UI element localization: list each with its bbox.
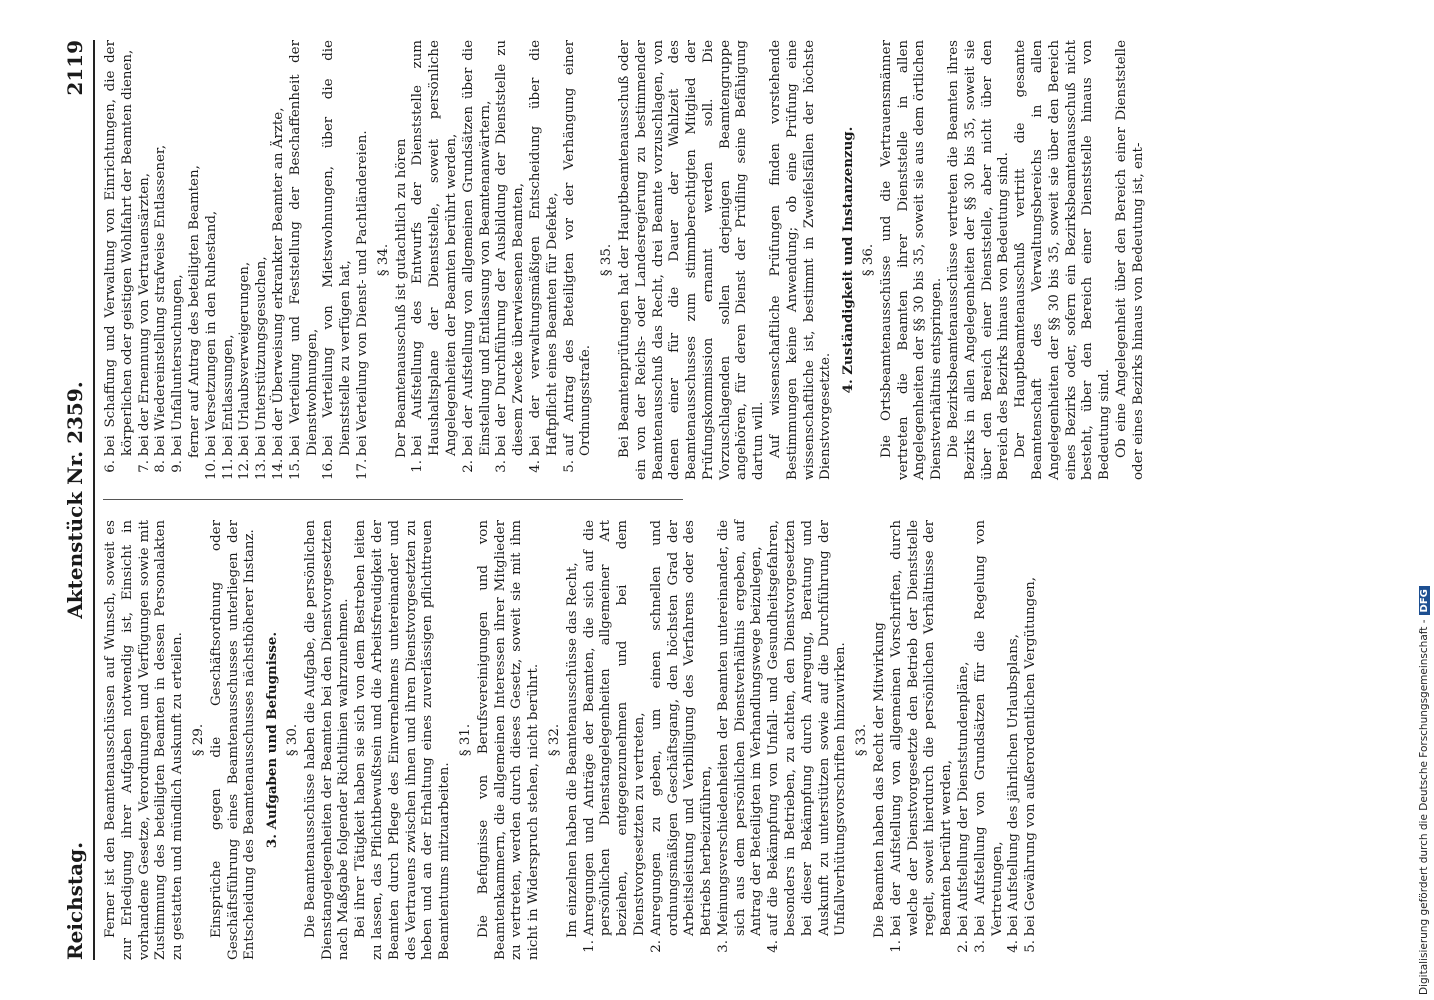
numbered-list xyxy=(889,520,1040,960)
list-item: 8. bei Wiedereinstellung strafweise Entlassener, xyxy=(153,144,169,473)
header-rule xyxy=(93,40,95,960)
paragraph: Ferner ist den Beamtenausschüssen auf Wunsch, soweit es zur Erledigung ihrer Aufgaben notwendig ist, Einsicht in vorhandene Gesetze, Verordnungen und Verfügungen sowie mit Zustimmung des beteiligten Beamten in dessen Personalakten zu gestatten und mündlich Auskunft zu erteilen. xyxy=(103,520,186,960)
list-item: 14. bei der Überweisung erkrankter Beamter an Ärzte, xyxy=(270,107,286,480)
list-item: 2. Anregungen zu geben, um einen schnellen und ordnungsmäßigen Geschäftsgang, den höchsten Grad der Arbeitsleistung und Verbilligung des Verfahrens oder des Betriebs herbeizuführen, xyxy=(648,520,715,953)
paragraph: Der Hauptbeamtenausschuß vertritt die gesamte Beamtenschaft des Verwaltungsbereichs in allen Angelegenheiten der §§ 30 bis 35, soweit sie über den Bereich eines Bezirks oder, sofern ein Bezirksbeamtenausschuß nicht besteht, über den Bereich einer Dienststelle hinaus von Bedeutung sind. xyxy=(1013,40,1113,480)
paragraph: Die Ortsbeamtenausschüsse und die Vertrauensmänner vertreten die Beamten ihrer Dienststelle in allen Angelegenheiten der §§ 30 bis 35, soweit sie aus dem örtlichen Dienstverhältnis entspringen. xyxy=(878,40,945,480)
section-heading: § 36. xyxy=(861,243,877,277)
list-item: 12. bei Urlaubsverweigerungen, xyxy=(237,261,253,480)
list-item: 2. bei Aufstellung der Dienststundenpläne, xyxy=(956,661,972,953)
list-item: 15. bei Verteilung und Feststellung der Beschaffenheit der Dienstwohnungen, xyxy=(287,40,320,480)
list-item: 11. bei Entlassungen, xyxy=(220,334,236,480)
list-item: 7. bei der Ernennung von Vertrauensärzten, xyxy=(136,173,152,473)
paragraph: Im einzelnen haben die Beamtenausschüsse das Recht, xyxy=(564,562,580,938)
section-heading: § 30. xyxy=(284,723,300,757)
numbered-list xyxy=(103,40,187,480)
list-item: 16. bei Verteilung von Mietswohnungen, über die die Dienststelle zu verfügen hat, xyxy=(321,40,354,480)
numbered-list xyxy=(582,520,851,960)
list-item: 3. bei Aufstellung von Grundsätzen für die Regelung von Vertretungen, xyxy=(972,520,1005,953)
section-heading: § 34. xyxy=(375,243,391,277)
chapter-heading: 3. Aufgaben und Befugnisse. xyxy=(264,631,281,849)
chapter-heading: 4. Zuständigkeit und Instanzenzug. xyxy=(840,126,857,394)
paragraph: Bei Beamtenprüfungen hat der Hauptbeamtenausschuß oder ein von der Reichs- oder Landesregierung zu bestimmender Beamtenausschuß das Recht, drei Beamte vorzuschlagen, von denen einer für die Dauer der Wahlzeit des Beamtenausschusses zum stimmberechtigten Mitglied der Prüfungskommission ernannt werden soll. Die Vorzuschlagenden sollen derjenigen Beamtengruppe angehören, für deren Dienst der Prüfling seine Befähigung dartun will. xyxy=(616,40,767,480)
section-heading: § 29. xyxy=(190,723,206,757)
numbered-list xyxy=(204,40,372,480)
list-item: 13. bei Unterstützungsgesuchen, xyxy=(254,256,270,480)
header-left: Reichstag. xyxy=(63,841,87,960)
paragraph: Die Beamtenausschüsse haben die Aufgabe, die persönlichen Dienstangelegenheiten der Beamten bei den Dienstvorgesetzten nach Maßgabe folgender Richtlinien wahrzunehmen. xyxy=(302,520,352,960)
list-item: 6. bei Schaffung und Verwaltung von Einrichtungen, die der körperlichen oder geistigen Wohlfahrt der Beamten dienen, xyxy=(103,40,135,473)
header-center: Aktenstück Nr. 2359. xyxy=(63,381,87,619)
list-item: 9. bei Unfalluntersuchungen, xyxy=(170,274,186,473)
digitization-credit xyxy=(1418,5,1432,995)
paragraph: Die Befugnisse von Berufsvereinigungen und von Beamtenkammern, die allgemeinen Interessen ihrer Mitglieder zu vertreten, werden durch dieses Gesetz, soweit sie mit ihm nicht in Widerspruch stehen, nicht berührt. xyxy=(475,520,542,960)
paragraph: Bei ihrer Tätigkeit haben sie sich von dem Bestreben leiten zu lassen, das Pflichtbewußtsein und die Arbeitsfreudigkeit der Beamten durch Pflege des Einvernehmens untereinander und des Vertrauens zwischen ihnen und ihren Dienstvorgesetzten zu heben und an der Erhaltung eines zuverlässigen pflichttreuen Beamtentums mitzuarbeiten. xyxy=(353,520,453,960)
credit-text: Digitalisierung gefördert durch die Deutsche Forschungsgemeinschaft - xyxy=(1418,619,1430,995)
list-item: 10. bei Versetzungen in den Ruhestand, xyxy=(203,210,219,480)
paragraph: Die Beamten haben das Recht der Mitwirkung xyxy=(872,622,888,938)
list-item: 1. Anregungen und Anträge der Beamten, die sich auf die persönlichen Dienstangelegenheiten allgemeiner Art beziehen, entgegenzunehmen und bei dem Dienstvorgesetzten zu vertreten, xyxy=(581,520,647,953)
column-divider xyxy=(103,499,683,500)
left-column xyxy=(103,520,1040,960)
right-column xyxy=(103,40,1148,480)
paragraph: Auf wissenschaftliche Prüfungen finden vorstehende Bestimmungen keine Anwendung; ob eine Prüfung eine wissenschaftliche ist, bestimmt in Zweifelsfällen der höchste Dienstvorgesetzte. xyxy=(768,40,834,480)
page-number: 2119 xyxy=(63,40,87,96)
paragraph: ferner auf Antrag des beteiligten Beamten, xyxy=(186,165,202,458)
paragraph: Einsprüche gegen die Geschäftsordnung oder Geschäftsführung eines Beamtenausschusses unterliegen der Entscheidung des Beamtenausschusses nächsthöherer Instanz. xyxy=(208,520,258,960)
list-item: 17. bei Verteilung von Dienst- und Pachtländereien. xyxy=(354,130,370,480)
list-item: 1. bei Aufstellung des Entwurfs der Dienststelle zum Haushaltsplane der Dienststelle, soweit persönliche Angelegenheiten der Beamten berührt werden, xyxy=(410,40,459,473)
section-heading: § 31. xyxy=(457,723,473,757)
list-item: 4. bei Aufstellung des jährlichen Urlaubsplans, xyxy=(1006,634,1022,953)
paragraph: Die Bezirksbeamtenausschüsse vertreten die Beamten ihres Bezirks in allen Angelegenheiten der §§ 30 bis 35, soweit sie über den Bereich einer Dienststelle, aber nicht über den Bereich des Bezirks hinaus von Bedeutung sind. xyxy=(946,40,1012,480)
section-heading: § 32. xyxy=(546,723,562,757)
list-item: 1. bei der Aufstellung von allgemeinen Vorschriften, durch welche der Dienstvorgesetzte den Betrieb der Dienststelle regelt, soweit hierdurch die persönlichen Verhältnisse der Beamten berührt werden, xyxy=(888,520,955,953)
list-item: 2. bei der Aufstellung von allgemeinen Grundsätzen über die Einstellung und Entlassung von Beamtenanwärtern, xyxy=(460,40,493,473)
dfg-logo: DFG xyxy=(1419,586,1430,615)
paragraph: Ob eine Angelegenheit über den Bereich einer Dienststelle oder eines Bezirks hinaus von Bedeutung ist, ent- xyxy=(1114,40,1146,480)
section-heading: § 35. xyxy=(599,243,615,277)
list-item: 4. bei der verwaltungsmäßigen Entscheidung über die Haftpflicht eines Beamten für Defekte, xyxy=(527,40,560,473)
section-heading: § 33. xyxy=(854,723,870,757)
list-item: 3. Meinungsverschiedenheiten der Beamten untereinander, die sich aus dem persönlichen Dienstverhältnis ergeben, auf Antrag der Beteiligten im Verhandlungswege beizulegen, xyxy=(715,520,765,953)
list-item: 3. bei der Durchführung der Ausbildung der Dienststelle zu diesem Zwecke überwiesenen Beamten, xyxy=(494,40,527,473)
page-header xyxy=(63,40,93,960)
list-item: 4. auf die Bekämpfung von Unfall- und Gesundheitsgefahren, besonders in Betrieben, zu achten, den Dienstvorgesetzten bei dieser Bekämpfung durch Anregung, Beratung und Auskunft zu unterstützen sowie auf die Durchführung der Unfallverhütungsvorschriften hinzuwirken. xyxy=(766,520,849,953)
paragraph: Der Beamtenausschuß ist gutachtlich zu hören xyxy=(393,138,409,458)
list-item: 5. bei Gewährung von außerordentlichen Vergütungen, xyxy=(1023,576,1039,953)
numbered-list xyxy=(410,40,595,480)
list-item: 5. auf Antrag des Beteiligten vor der Verhängung einer Ordnungsstrafe. xyxy=(561,40,594,473)
rotated-document-page xyxy=(45,40,1146,960)
